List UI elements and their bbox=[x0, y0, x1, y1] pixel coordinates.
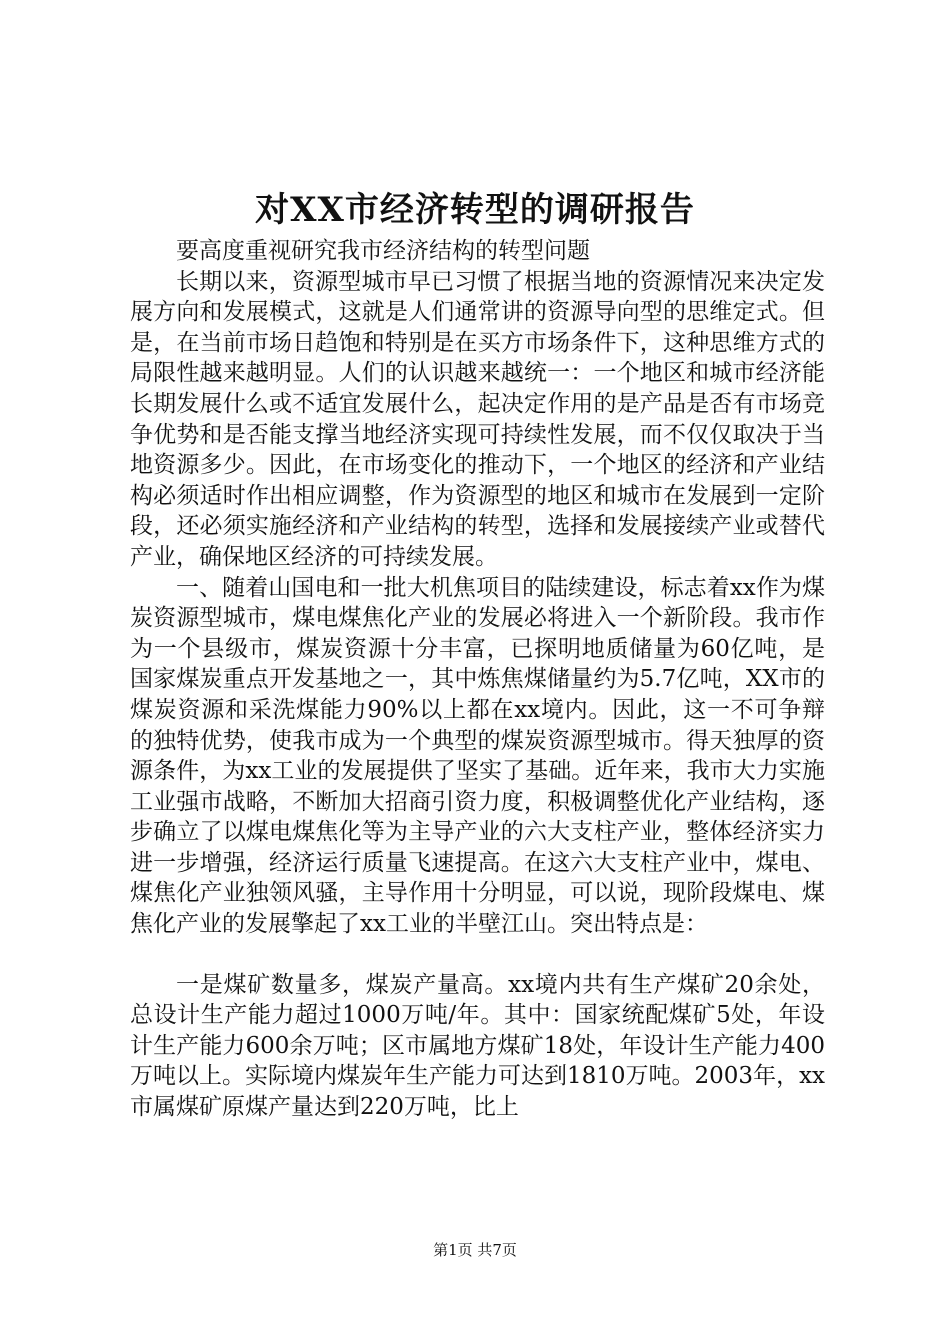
page-footer: 第1页 共7页 bbox=[433, 1241, 517, 1259]
document-body bbox=[130, 236, 825, 1123]
paragraph-section-one: 一、随着山国电和一批大机焦项目的陆续建设，标志着xx作为煤炭资源型城市，煤电煤焦化产业的发展必将进入一个新阶段。我市作为一个县级市，煤炭资源十分丰富，已探明地质储量为60亿吨，是国家煤炭重点开发基地之一，其中炼焦煤储量约为5.7亿吨，XX市的煤炭资源和采洗煤能力90%以上都在xx境内。因此，这一不可争辩的独特优势，使我市成为一个典型的煤炭资源型城市。得天独厚的资源条件，为xx工业的发展提供了坚实了基础。近年来，我市大力实施工业强市战略，不断加大招商引资力度，积极调整优化产业结构，逐步确立了以煤电煤焦化等为主导产业的六大支柱产业，整体经济实力进一步增强，经济运行质量飞速提高。在这六大支柱产业中，煤电、煤焦化产业独领风骚，主导作用十分明显，可以说，现阶段煤电、煤焦化产业的发展擎起了xx工业的半壁江山。突出特点是： bbox=[130, 574, 825, 938]
paragraph-intro: 长期以来，资源型城市早已习惯了根据当地的资源情况来决定发展方向和发展模式，这就是人们通常讲的资源导向型的思维定式。但是，在当前市场日趋饱和特别是在买方市场条件下，这种思维方式的局限性越来越明显。人们的认识越来越统一：一个地区和城市经济能长期发展什么或不适宜发展什么，起决定作用的是产品是否有市场竞争优势和是否能支撑当地经济实现可持续性发展，而不仅仅取决于当地资源多少。因此，在市场变化的推动下，一个地区的经济和产业结构必须适时作出相应调整，作为资源型的地区和城市在发展到一定阶段，还必须实施经济和产业结构的转型，选择和发展接续产业或替代产业，确保地区经济的可持续发展。 bbox=[130, 268, 825, 570]
paragraph-heading: 要高度重视研究我市经济结构的转型问题 bbox=[176, 238, 590, 264]
paragraph-point-one: 一是煤矿数量多，煤炭产量高。xx境内共有生产煤矿20余处，总设计生产能力超过1000万吨/年。其中：国家统配煤矿5处，年设计生产能力600余万吨；区市属地方煤矿18处，年设计生产能力400万吨以上。实际境内煤炭年生产能力可达到1810万吨。2003年，xx市属煤矿原煤产量达到220万吨，比上 bbox=[130, 971, 826, 1121]
document-title: 对XX市经济转型的调研报告 bbox=[255, 190, 695, 230]
